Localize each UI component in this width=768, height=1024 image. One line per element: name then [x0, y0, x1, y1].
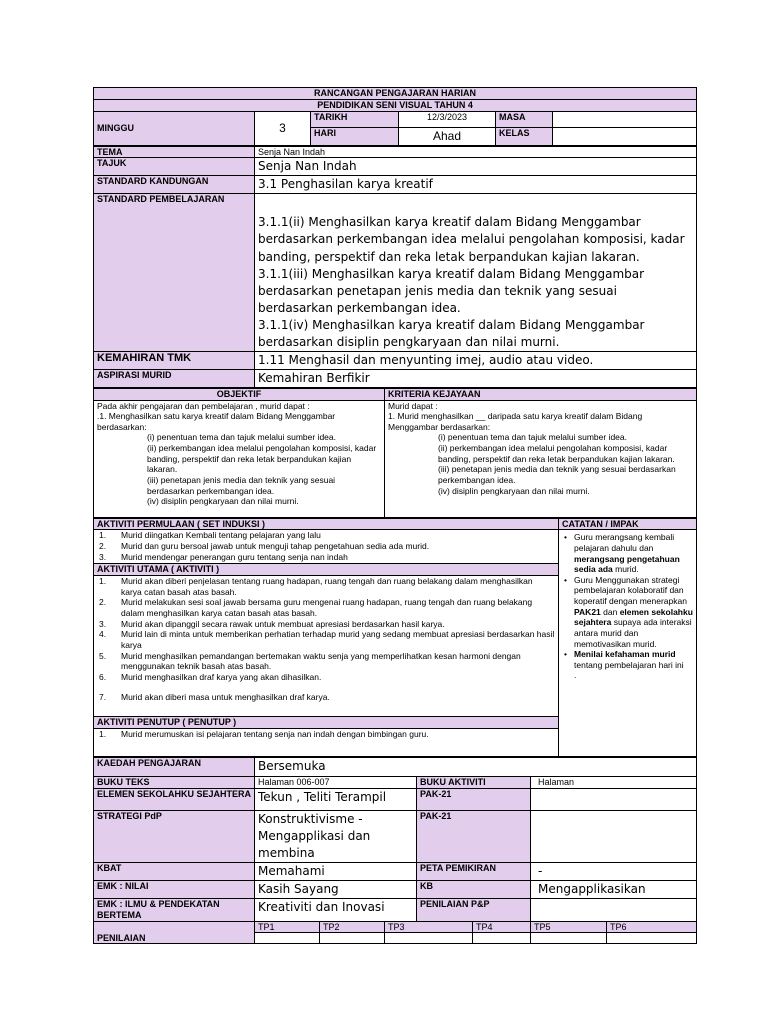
utama-content [94, 576, 559, 717]
tp5-value [531, 933, 607, 944]
header-table [93, 87, 697, 146]
aspirasi-murid-label: ASPIRASI MURID [94, 369, 255, 387]
strategi-value: Konstruktivisme - Mengapplikasi dan membina [255, 810, 417, 862]
kelas-label: KELAS [496, 127, 553, 145]
tp2-value [320, 933, 385, 944]
sp-line: 3.1.1(iii) Menghasilkan karya kreatif dalam Bidang Menggambar berdasarkan penetapan jenis media dan teknik yang sesuai berdasarkan perkembangan idea. [258, 266, 645, 315]
minggu-value: 3 [255, 111, 311, 145]
tema-label: TEMA [94, 146, 255, 158]
kriteria-intro: Murid dapat : [388, 400, 438, 411]
kb-value: Mengapplikasikan [531, 880, 697, 898]
objektif-subitem: (iii) penetapan jenis media dan teknik yang sesuai berdasarkan perkembangan idea. [147, 474, 336, 496]
buku-teks-label: BUKU TEKS [94, 776, 255, 788]
permulaan-heading: AKTIVITI PERMULAAN ( SET INDUKSI ) [94, 518, 559, 530]
objektif-intro: Pada akhir pengajaran dan pembelajaran , murid dapat : [97, 400, 310, 411]
standard-pembelajaran-value [255, 194, 697, 351]
objektif-subitem: (i) penentuan tema dan tajuk melalui sumber idea. [147, 432, 336, 443]
standard-kandungan-value: 3.1 Penghasilan karya kreatif [255, 176, 697, 194]
tajuk-value: Senja Nan Indah [255, 158, 697, 176]
emk-nilai-label: EMK : NILAI [94, 880, 255, 898]
kriteria-subitem: (iv) disiplin pengkaryaan dan nilai murni. [438, 485, 590, 496]
masa-value [553, 111, 697, 127]
emk-ilmu-value: Kreativiti dan Inovasi [255, 898, 417, 921]
kelas-value [553, 127, 697, 145]
bullet-icon: • [564, 574, 567, 585]
pak21-value [531, 788, 697, 810]
catatan-content [559, 530, 697, 757]
permulaan-content [94, 530, 559, 564]
standard-kandungan-label: STANDARD KANDUNGAN [94, 176, 255, 194]
pak21-label-2: PAK-21 [417, 810, 531, 862]
tp3-label: TP3 [385, 921, 473, 933]
bullet-icon: • [564, 532, 567, 543]
list-item: 1. Murid akan diberi penjelasan tentang ruang hadapan, ruang tengah dan ruang belakang dalam menghasilkan karya catan basah atas basah. [99, 576, 533, 597]
elemen-value: Tekun , Teliti Terampil [255, 788, 417, 810]
kriteria-subitem: (iii) penetapan jenis media dan teknik yang sesuai berdasarkan perkembangan idea. [438, 464, 676, 485]
standard-pembelajaran-label: STANDARD PEMBELAJARAN [94, 194, 255, 351]
tajuk-label: TAJUK [94, 158, 255, 176]
list-item: 3. Murid akan dipanggil secara rawak untuk membuat apresiasi berdasarkan hasil karya. [99, 618, 445, 629]
document-title: RANCANGAN PENGAJARAN HARIAN [94, 88, 697, 100]
aktiviti-table [93, 518, 697, 757]
masa-label: MASA [496, 111, 553, 127]
hari-value: Ahad [399, 127, 496, 145]
aspirasi-murid-value: Kemahiran Berfikir [255, 369, 697, 387]
kriteria-content [385, 400, 697, 517]
objektif-item: .1. Menghasilkan satu karya kreatif dalam Bidang Menggambar berdasarkan: [97, 411, 336, 432]
objektif-heading: OBJEKTIF [94, 388, 385, 400]
minggu-label: MINGGU [94, 111, 255, 145]
tp4-label: TP4 [473, 921, 531, 933]
tp1-value [255, 933, 320, 944]
penutup-content [94, 728, 559, 756]
kemahiran-tmk-label: KEMAHIRAN TMK [94, 351, 255, 369]
kriteria-subitem: (ii) perkembangan idea melalui pengolahan komposisi, kadar banding, perspektif dan reka letak berpandukan kajian lakaran. [438, 443, 675, 464]
tp5-label: TP5 [531, 921, 607, 933]
tp3-value [385, 933, 473, 944]
emk-nilai-value: Kasih Sayang [255, 880, 417, 898]
rph-document [93, 87, 696, 944]
list-item: 4. Murid lain di minta untuk memberikan perhatian terhadap murid yang sedang membuat apresiasi berdasarkan hasil karya [99, 629, 555, 650]
bullet-icon: • [564, 649, 567, 660]
list-item: 7. Murid akan diberi masa untuk menghasilkan draf karya. [99, 692, 330, 703]
catatan-note: • Menilai kefahaman murid tentang pembelajaran hari ini [564, 649, 684, 670]
strategi-label: STRATEGI PdP [94, 810, 255, 862]
info-table [93, 757, 697, 944]
penilaian-pp-value [531, 898, 697, 921]
list-item: 3. Murid mendengar penerangan guru tentang senja nan indah [99, 551, 348, 562]
list-item: 2. Murid dan guru bersoal jawab untuk menguji tahap pengetahuan sedia ada murid. [99, 540, 430, 551]
kriteria-subitem: (i) penentuan tema dan tajuk melalui sumber idea. [438, 432, 627, 443]
kriteria-heading: KRITERIA KEJAYAAN [385, 388, 697, 400]
sp-line: 3.1.1(iv) Menghasilkan karya kreatif dalam Bidang Menggambar berdasarkan disiplin pengkaryaan dan nilai murni. [258, 317, 645, 349]
emk-ilmu-label: EMK : ILMU & PENDEKATAN BERTEMA [94, 898, 255, 921]
objektif-subitem: (iv) disiplin pengkaryaan dan nilai murni. [147, 496, 299, 507]
penilaian-pp-label: PENILAIAN P&P [417, 898, 531, 921]
tarikh-label: TARIKH [311, 111, 399, 127]
objektif-subitem: (ii) perkembangan idea melalui pengolahan komposisi, kadar banding, perspektif dan reka letak berpandukan kajian lakaran. [147, 443, 377, 475]
buku-aktiviti-label: BUKU AKTIVITI [417, 776, 531, 788]
objektif-table [93, 388, 697, 518]
catatan-note: • Guru Menggunakan strategi pembelajaran kolaboratif dan koperatif dengan menerapkan PAK21 dan elemen sekolahku sejahtera supaya ada interaksi antara murid dan memotivasikan murid. [564, 574, 693, 649]
document-subtitle: PENDIDIKAN SENI VISUAL TAHUN 4 [94, 99, 697, 111]
sp-line: 3.1.1(ii) Menghasilkan karya kreatif dalam Bidang Menggambar berdasarkan perkembangan idea melalui pengolahan komposisi, kadar banding, perspektif dan reka letak berpandukan kajian lakaran. [258, 215, 685, 264]
catatan-heading: CATATAN / IMPAK [559, 518, 697, 530]
tp2-label: TP2 [320, 921, 385, 933]
list-item: 1. Murid diingatkan Kembali tentang pelajaran yang lalu [99, 530, 321, 541]
list-item: 1. Murid merumuskan isi pelajaran tentang senja nan indah dengan bimbingan guru. [99, 728, 429, 739]
penilaian-label: PENILAIAN [94, 921, 255, 944]
buku-teks-value: Halaman 006-007 [255, 776, 417, 788]
list-item: 6. Murid menghasilkan draf karya yang akan dihasilkan. [99, 671, 322, 682]
penutup-heading: AKTIVITI PENUTUP ( PENUTUP ) [94, 717, 559, 729]
catatan-note: • Guru merangsang kembali pelajaran dahulu dan merangsang pengetahuan sedia ada murid. [564, 532, 680, 575]
standard-table [93, 146, 697, 388]
kaedah-label: KAEDAH PENGAJARAN [94, 757, 255, 776]
tp6-value [607, 933, 697, 944]
hari-label: HARI [311, 127, 399, 145]
kaedah-value: Bersemuka [255, 757, 697, 776]
list-item: 5. Murid menghasilkan pemandangan bertemakan waktu senja yang memperlihatkan kesan harmoni dengan menggunakan teknik basah atas basah. [99, 650, 521, 672]
pak21-value-2 [531, 810, 697, 862]
kemahiran-tmk-value: 1.11 Menghasil dan menyunting imej, audio atau video. [255, 351, 697, 369]
peta-pemikiran-label: PETA PEMIKIRAN [417, 862, 531, 880]
buku-aktiviti-value: Halaman [531, 776, 697, 788]
kb-label: KB [417, 880, 531, 898]
tp4-value [473, 933, 531, 944]
elemen-label: ELEMEN SEKOLAHKU SEJAHTERA [94, 788, 255, 810]
catatan-tail: . [574, 670, 577, 681]
kbat-value: Memahami [255, 862, 417, 880]
peta-pemikiran-value: - [531, 862, 697, 880]
list-item: 2. Murid melakukan sesi soal jawab bersama guru mengenai ruang hadapan, ruang tengah dan ruang belakang dalam menghasilkan karya catan basah atas basah. [99, 597, 533, 619]
tp6-label: TP6 [607, 921, 697, 933]
objektif-content [94, 400, 385, 517]
pak21-label: PAK-21 [417, 788, 531, 810]
kriteria-item: 1. Murid menghasilkan __ daripada satu karya kreatif dalam Bidang Menggambar berdasarkan: [388, 411, 643, 432]
utama-heading: AKTIVITI UTAMA ( AKTIVITI ) [94, 564, 559, 576]
tema-value: Senja Nan Indah [255, 146, 697, 158]
tarikh-value: 12/3/2023 [399, 111, 496, 127]
tp1-label: TP1 [255, 921, 320, 933]
kbat-label: KBAT [94, 862, 255, 880]
